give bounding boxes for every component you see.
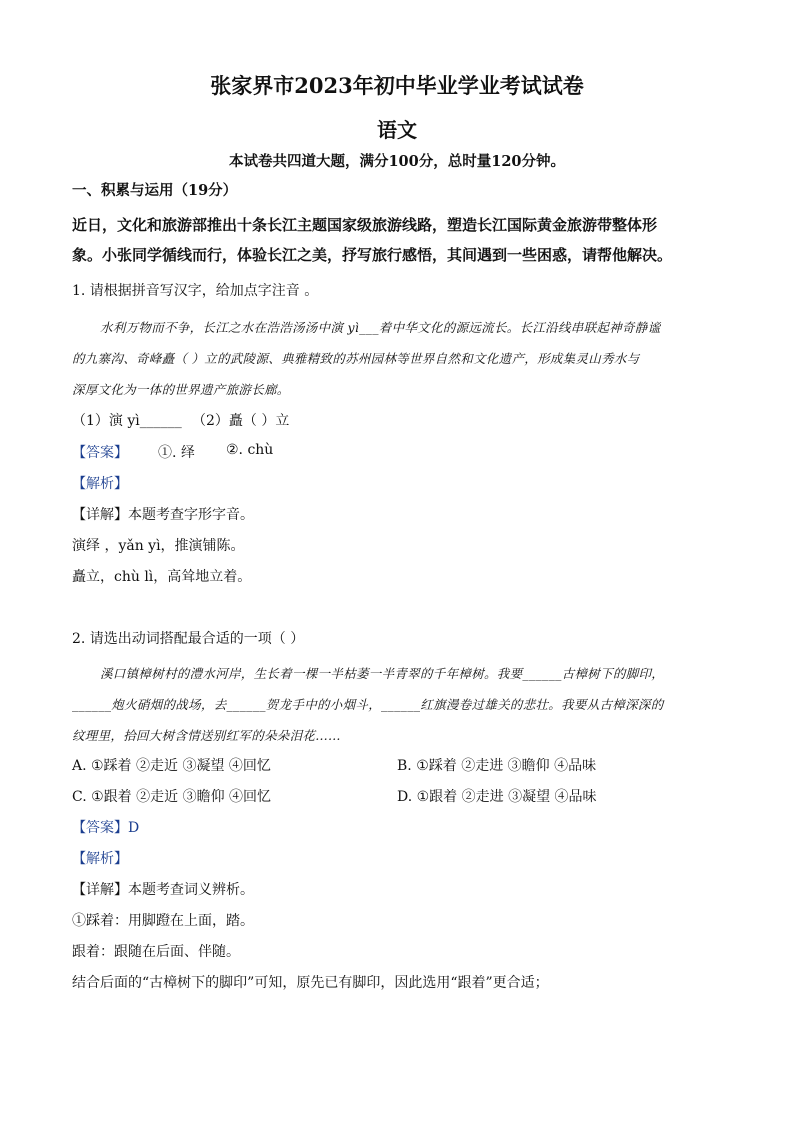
q1-passage-line-1: 水利万物而不争，长江之水在浩浩汤汤中演 yì___着中华文化的源远流长。长江沿线串联起神奇静谧 bbox=[100, 320, 661, 335]
q1-answer-1: ①. 绎 bbox=[158, 445, 195, 461]
q2-answer: 【答案】D bbox=[72, 820, 140, 836]
q1-answer-2: ②. chù bbox=[226, 442, 274, 458]
q2-option-c: C. ①跟着 ②走近 ③瞻仰 ④回忆 bbox=[72, 789, 272, 805]
q2-explain-3: 结合后面的“古樟树下的脚印”可知，原先已有脚印，因此选用“跟着”更合适； bbox=[72, 975, 549, 991]
section-heading: 一、积累与运用（19分） bbox=[72, 182, 238, 199]
q2-option-a: A. ①踩着 ②走近 ③凝望 ④回忆 bbox=[72, 758, 271, 774]
q1-explain-2: 矗立，chù lì，高耸地立着。 bbox=[72, 569, 252, 585]
q1-answer-tag: 【答案】 bbox=[72, 445, 128, 461]
section-intro-line-1: 近日，文化和旅游部推出十条长江主题国家级旅游线路，塑造长江国际黄金旅游带整体形 bbox=[72, 216, 658, 234]
q2-analysis-tag: 【解析】 bbox=[72, 851, 128, 867]
exam-note: 本试卷共四道大题，满分100分，总时量120分钟。 bbox=[228, 153, 566, 170]
section-intro-line-2: 象。小张同学循线而行，体验长江之美，抒写旅行感悟，其间遇到一些困惑，请帮他解决。 bbox=[72, 246, 673, 264]
q2-explain-1: ①踩着：用脚蹬在上面，踏。 bbox=[72, 913, 254, 929]
q1-passage-line-3: 深厚文化为一体的世界遗产旅游长廊。 bbox=[72, 382, 290, 397]
q1-prompt: 1. 请根据拼音写汉字，给加点字注音 。 bbox=[72, 283, 319, 299]
q1-passage-line-2: 的九寨沟、奇峰矗（ ）立的武陵源、典雅精致的苏州园林等世界自然和文化遗产，形成集灵山秀水与 bbox=[72, 351, 640, 366]
q1-explain-1: 演绎 ，yǎn yì，推演铺陈。 bbox=[72, 538, 245, 554]
exam-title: 张家界市2023年初中毕业学业考试试卷 bbox=[210, 73, 584, 98]
q1-detail: 【详解】本题考查字形字音。 bbox=[72, 507, 254, 523]
q2-passage-line-3: 纹理里，拾回大树含情送别红军的朵朵泪花…… bbox=[72, 728, 341, 743]
q2-prompt: 2. 请选出动词搭配最合适的一项（ ） bbox=[72, 631, 305, 647]
q2-explain-2: 跟着：跟随在后面、伴随。 bbox=[72, 944, 240, 960]
q1-analysis-tag: 【解析】 bbox=[72, 476, 128, 492]
q2-detail: 【详解】本题考查词义辨析。 bbox=[72, 882, 254, 898]
q2-option-b: B. ①踩着 ②走进 ③瞻仰 ④品味 bbox=[397, 758, 597, 774]
q1-blank-1: （1）演 yì______ bbox=[72, 413, 182, 429]
q2-passage-line-1: 溪口镇樟树村的澧水河岸，生长着一棵一半枯萎一半青翠的千年樟树。我要______古樟树下的脚印， bbox=[100, 666, 665, 681]
subject-title: 语文 bbox=[377, 118, 417, 142]
q2-passage-line-2: ______炮火硝烟的战场，去______贺龙手中的小烟斗，______红旗漫卷过雄关的悲壮。我要从古樟深深的 bbox=[72, 697, 664, 712]
q2-option-d: D. ①跟着 ②走进 ③凝望 ④品味 bbox=[397, 789, 597, 805]
q1-blank-2: （2）矗（ ）立 bbox=[192, 413, 290, 429]
